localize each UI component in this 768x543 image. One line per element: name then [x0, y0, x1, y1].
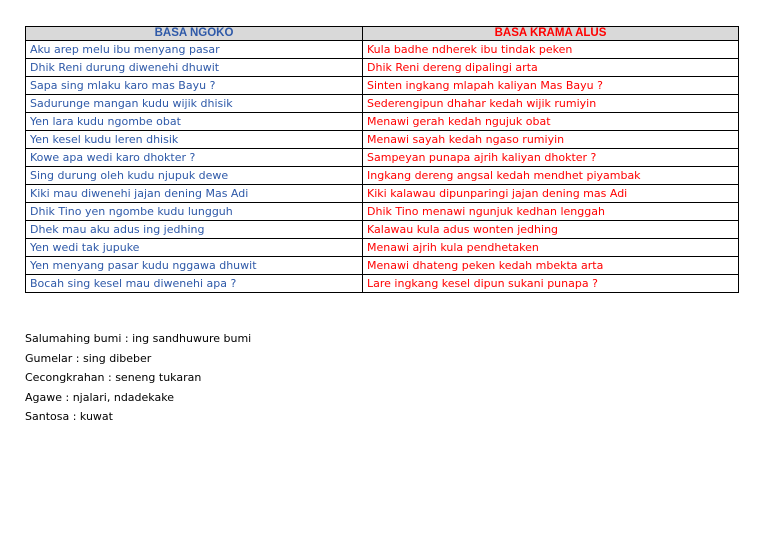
translation-table	[25, 26, 739, 293]
table-row	[26, 221, 739, 239]
krama-cell: Menawi dhateng peken kedah mbekta arta	[363, 257, 739, 275]
header-basa-krama-alus: BASA KRAMA ALUS	[363, 27, 739, 41]
krama-cell: Sederengipun dhahar kedah wijik rumiyin	[363, 95, 739, 113]
ngoko-cell: Kowe apa wedi karo dhokter ?	[26, 149, 363, 167]
ngoko-cell: Yen kesel kudu leren dhisik	[26, 131, 363, 149]
glossary-item: Santosa : kuwat	[25, 410, 113, 423]
krama-cell: Dhik Tino menawi ngunjuk kedhan lenggah	[363, 203, 739, 221]
ngoko-cell: Kiki mau diwenehi jajan dening Mas Adi	[26, 185, 363, 203]
table-row	[26, 41, 739, 59]
glossary-item: Salumahing bumi : ing sandhuwure bumi	[25, 332, 252, 345]
header-basa-ngoko: BASA NGOKO	[26, 27, 363, 41]
ngoko-cell: Sing durung oleh kudu njupuk dewe	[26, 167, 363, 185]
table-row	[26, 167, 739, 185]
table-row	[26, 95, 739, 113]
table-header-row	[26, 27, 739, 41]
ngoko-cell: Yen lara kudu ngombe obat	[26, 113, 363, 131]
table-row	[26, 275, 739, 293]
krama-cell: Dhik Reni dereng dipalingi arta	[363, 59, 739, 77]
krama-cell: Lare ingkang kesel dipun sukani punapa ?	[363, 275, 739, 293]
ngoko-cell: Sapa sing mlaku karo mas Bayu ?	[26, 77, 363, 95]
table-row	[26, 257, 739, 275]
ngoko-cell: Dhek mau aku adus ing jedhing	[26, 221, 363, 239]
ngoko-cell: Dhik Tino yen ngombe kudu lungguh	[26, 203, 363, 221]
ngoko-cell: Yen wedi tak jupuke	[26, 239, 363, 257]
table-row	[26, 185, 739, 203]
krama-cell: Kiki kalawau dipunparingi jajan dening mas Adi	[363, 185, 739, 203]
ngoko-cell: Yen menyang pasar kudu nggawa dhuwit	[26, 257, 363, 275]
krama-cell: Sampeyan punapa ajrih kaliyan dhokter ?	[363, 149, 739, 167]
krama-cell: Menawi sayah kedah ngaso rumiyin	[363, 131, 739, 149]
ngoko-cell: Dhik Reni durung diwenehi dhuwit	[26, 59, 363, 77]
translation-table-container	[25, 26, 738, 293]
krama-cell: Ingkang dereng angsal kedah mendhet piyambak	[363, 167, 739, 185]
table-row	[26, 59, 739, 77]
krama-cell: Menawi ajrih kula pendhetaken	[363, 239, 739, 257]
ngoko-cell: Bocah sing kesel mau diwenehi apa ?	[26, 275, 363, 293]
table-row	[26, 149, 739, 167]
ngoko-cell: Aku arep melu ibu menyang pasar	[26, 41, 363, 59]
glossary-item: Cecongkrahan : seneng tukaran	[25, 371, 202, 384]
table-row	[26, 113, 739, 131]
krama-cell: Menawi gerah kedah ngujuk obat	[363, 113, 739, 131]
glossary-list	[25, 329, 251, 427]
table-row	[26, 203, 739, 221]
table-row	[26, 77, 739, 95]
table-row	[26, 131, 739, 149]
glossary-item: Agawe : njalari, ndadekake	[25, 390, 174, 404]
krama-cell: Kula badhe ndherek ibu tindak peken	[363, 41, 739, 59]
krama-cell: Sinten ingkang mlapah kaliyan Mas Bayu ?	[363, 77, 739, 95]
krama-cell: Kalawau kula adus wonten jedhing	[363, 221, 739, 239]
ngoko-cell: Sadurunge mangan kudu wijik dhisik	[26, 95, 363, 113]
glossary-item: Gumelar : sing dibeber	[25, 351, 152, 365]
table-row	[26, 239, 739, 257]
